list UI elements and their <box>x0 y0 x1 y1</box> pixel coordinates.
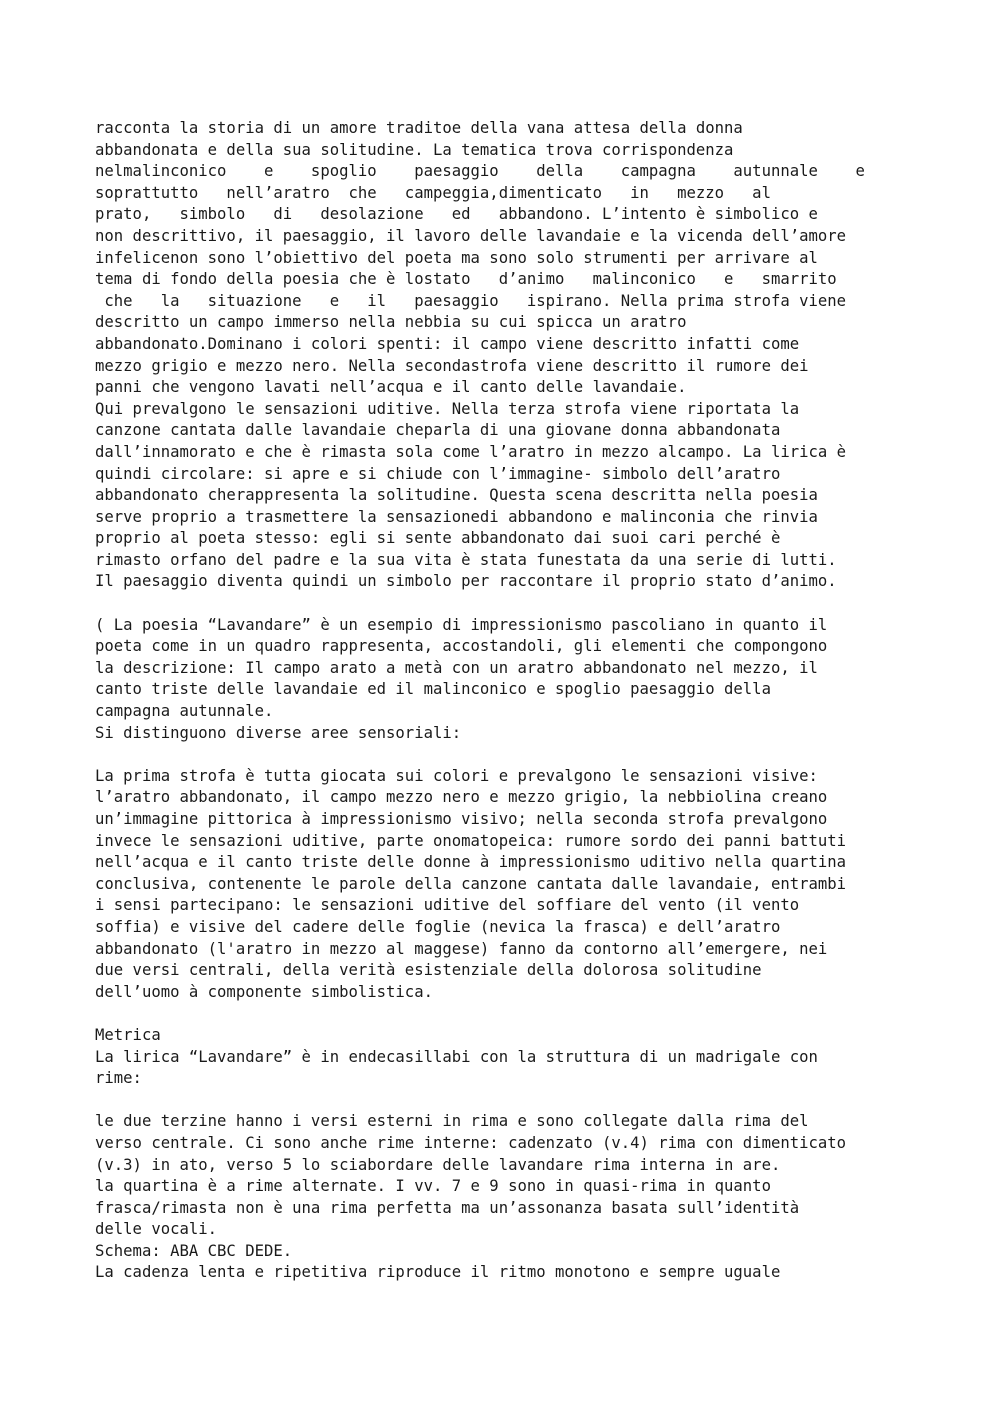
text-line: poeta come in un quadro rappresenta, accostandoli, gli elementi che compongono <box>95 637 828 656</box>
text-line: La prima strofa è tutta giocata sui colori e prevalgono le sensazioni visive: <box>95 766 818 785</box>
text-line: invece le sensazioni uditive, parte onomatopeica: rumore sordo dei panni battuti <box>95 831 847 850</box>
text-line: verso centrale. Ci sono anche rime interne: cadenzato (v.4) rima con dimenticato <box>95 1133 847 1152</box>
text-line: rime: <box>95 1069 142 1088</box>
section-heading: Metrica <box>95 1025 161 1044</box>
text-line: canto triste delle lavandaie ed il malinconico e spoglio paesaggio della <box>95 680 771 699</box>
text-line: che la situazione e il paesaggio ispirano. Nella prima strofa viene <box>95 291 847 310</box>
blank-line <box>95 744 925 766</box>
text-line: Schema: ABA CBC DEDE. <box>95 1241 293 1260</box>
text-line: le due terzine hanno i versi esterni in rima e sono collegate dalla rima del <box>95 1112 809 1131</box>
text-line: rimasto orfano del padre e la sua vita è stata funestata da una serie di lutti. <box>95 550 837 569</box>
blank-line <box>95 1003 925 1025</box>
text-line: panni che vengono lavati nell’acqua e il canto delle lavandaie. <box>95 378 687 397</box>
text-line: Si distinguono diverse aree sensoriali: <box>95 723 462 742</box>
text-line: conclusiva, contenente le parole della canzone cantata dalle lavandaie, entrambi <box>95 874 847 893</box>
text-line: abbandonato (l'aratro in mezzo al maggese) fanno da contorno all’emergere, nei <box>95 939 828 958</box>
text-line: serve proprio a trasmettere la sensazionedi abbandono e malinconia che rinvia <box>95 507 818 526</box>
text-line: mezzo grigio e mezzo nero. Nella secondastrofa viene descritto il rumore dei <box>95 356 809 375</box>
text-line: infelicenon sono l’obiettivo del poeta ma sono solo strumenti per arrivare al <box>95 248 818 267</box>
text-line: i sensi partecipano: le sensazioni uditive del soffiare del vento (il vento <box>95 896 800 915</box>
text-line: abbandonato.Dominano i colori spenti: il campo viene descritto infatti come <box>95 334 800 353</box>
text-line: La cadenza lenta e ripetitiva riproduce il ritmo monotono e sempre uguale <box>95 1263 781 1282</box>
text-line: abbandonato cherappresenta la solitudine. Questa scena descritta nella poesia <box>95 486 818 505</box>
document-body <box>95 118 925 1284</box>
blank-line <box>95 1090 925 1112</box>
text-line: due versi centrali, della verità esistenziale della dolorosa solitudine <box>95 961 762 980</box>
text-line: la quartina è a rime alternate. I vv. 7 e 9 sono in quasi-rima in quanto <box>95 1177 771 1196</box>
text-line: canzone cantata dalle lavandaie cheparla di una giovane donna abbandonata <box>95 421 781 440</box>
text-line: abbandonata e della sua solitudine. La tematica trova corrispondenza <box>95 140 734 159</box>
text-line: dall’innamorato e che è rimasta sola come l’aratro in mezzo alcampo. La lirica è <box>95 442 847 461</box>
text-line: nell’acqua e il canto triste delle donne à impressionismo uditivo nella quartina <box>95 853 847 872</box>
text-line: Il paesaggio diventa quindi un simbolo per raccontare il proprio stato d’animo. <box>95 572 837 591</box>
text-line: l’aratro abbandonato, il campo mezzo nero e mezzo grigio, la nebbiolina creano <box>95 788 828 807</box>
text-line: La lirica “Lavandare” è in endecasillabi con la struttura di un madrigale con <box>95 1047 818 1066</box>
text-line: soprattutto nell’aratro che campeggia,dimenticato in mezzo al <box>95 183 771 202</box>
text-line: prato, simbolo di desolazione ed abbandono. L’intento è simbolico e <box>95 205 818 224</box>
text-line: ( La poesia “Lavandare” è un esempio di impressionismo pascoliano in quanto il <box>95 615 828 634</box>
text-line: dell’uomo à componente simbolistica. <box>95 982 433 1001</box>
text-line: proprio al poeta stesso: egli si sente abbandonato dai suoi cari perché è <box>95 529 781 548</box>
text-line: un’immagine pittorica à impressionismo visivo; nella seconda strofa prevalgono <box>95 810 828 828</box>
text-line: frasca/rimasta non è una rima perfetta ma un’assonanza basata sull’identità <box>95 1198 800 1217</box>
text-line: delle vocali. <box>95 1220 218 1239</box>
text-line: nelmalinconico e spoglio paesaggio della campagna autunnale e <box>95 162 865 181</box>
text-line: tema di fondo della poesia che è lostato d’animo malinconico e smarrito <box>95 270 837 289</box>
text-line: non descrittivo, il paesaggio, il lavoro delle lavandaie e la vicenda dell’amore <box>95 226 847 245</box>
text-line: quindi circolare: si apre e si chiude con l’immagine- simbolo dell’aratro <box>95 464 781 483</box>
blank-line <box>95 593 925 615</box>
text-line: la descrizione: Il campo arato a metà con un aratro abbandonato nel mezzo, il <box>95 658 818 677</box>
text-line: campagna autunnale. <box>95 702 274 721</box>
text-line: soffia) e visive del cadere delle foglie (nevica la frasca) e dell’aratro <box>95 917 781 936</box>
text-line: descritto un campo immerso nella nebbia su cui spicca un aratro <box>95 313 687 332</box>
text-line: racconta la storia di un amore traditoe della vana attesa della donna <box>95 119 743 137</box>
text-line: (v.3) in ato, verso 5 lo sciabordare delle lavandare rima interna in are. <box>95 1155 781 1174</box>
text-line: Qui prevalgono le sensazioni uditive. Nella terza strofa viene riportata la <box>95 399 800 418</box>
